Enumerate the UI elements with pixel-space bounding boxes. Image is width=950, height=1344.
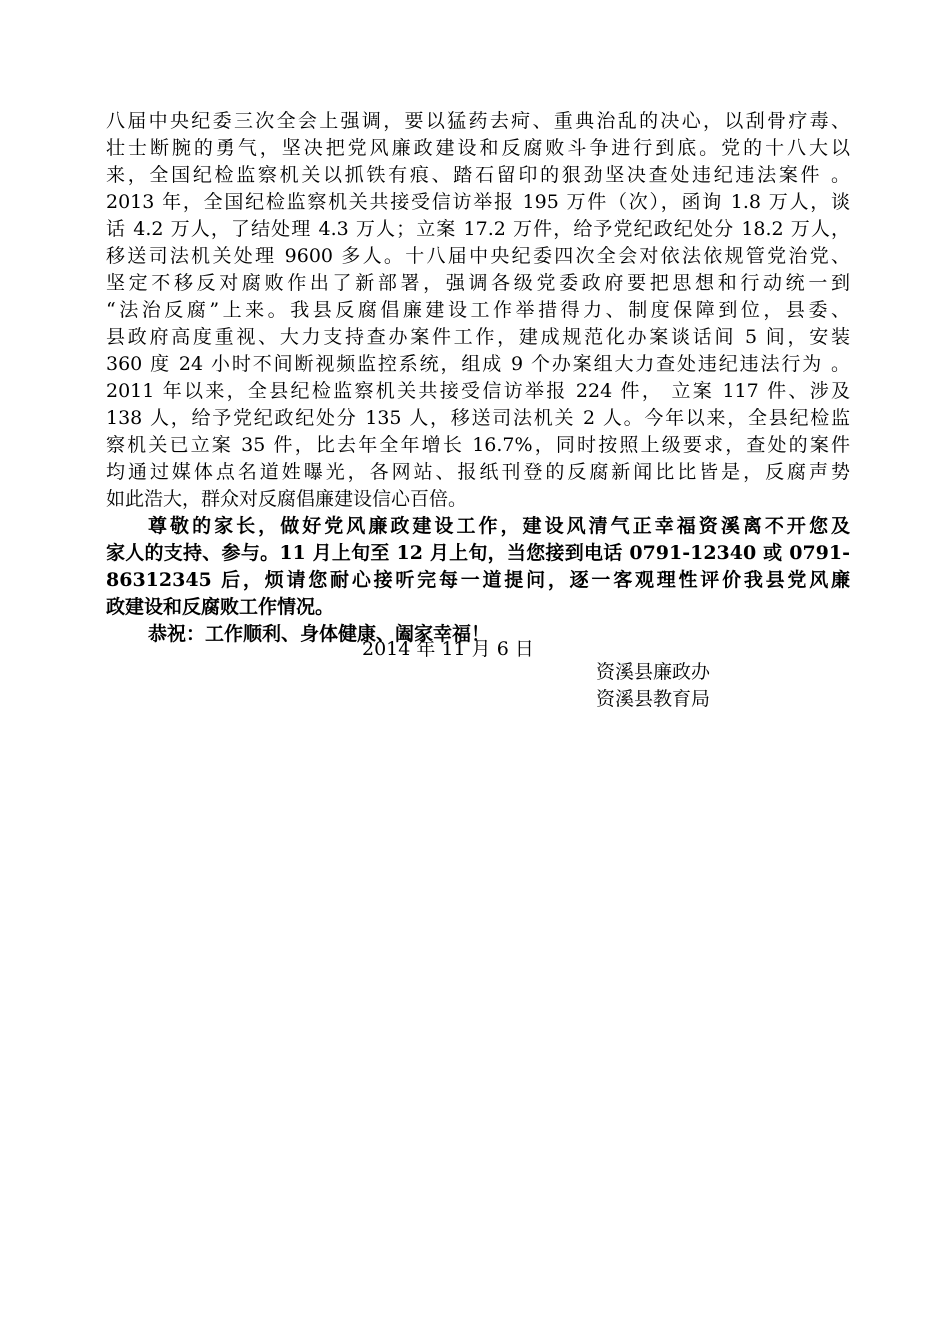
- body-paragraph: [106, 108, 850, 513]
- body-line: 138 人，给予党纪政纪处分 135 人，移送司法机关 2 人。今年以来，全县纪检监: [106, 407, 850, 429]
- body-line: 如此浩大，群众对反腐倡廉建设信心百倍。: [106, 488, 468, 510]
- body-line: “法治反腐”上来。我县反腐倡廉建设工作举措得力、制度保障到位，县委、: [106, 299, 850, 321]
- letter-date: 2014 年 11 月 6 日: [362, 638, 534, 660]
- body-line: 来，全国纪检监察机关以抓铁有痕、踏石留印的狠劲坚决查处违纪违法案件 。: [106, 164, 850, 186]
- body-line: 移送司法机关处理 9600 多人。十八届中央纪委四次全会对依法依规管党治党、: [106, 245, 850, 267]
- body-line: 2011 年以来，全县纪检监察机关共接受信访举报 224 件， 立案 117 件、涉及: [106, 380, 850, 402]
- body-line: 2013 年，全国纪检监察机关共接受信访举报 195 万件（次），函询 1.8 万人，谈: [106, 191, 850, 213]
- body-line: 壮士断腕的勇气，坚决把党风廉政建设和反腐败斗争进行到底。党的十八大以: [106, 137, 850, 159]
- body-line: 话 4.2 万人，了结处理 4.3 万人；立案 17.2 万件，给予党纪政纪处分 18.2 万人，: [106, 218, 850, 240]
- appeal-line: 尊敬的家长，做好党风廉政建设工作，建设风清气正幸福资溪离不开您及: [148, 515, 850, 537]
- signature-office: 资溪县廉政办: [596, 661, 711, 683]
- body-line: 察机关已立案 35 件，比去年全年增长 16.7%，同时按照上级要求，查处的案件: [106, 434, 850, 456]
- body-line: 八届中央纪委三次全会上强调，要以猛药去疴、重典治乱的决心，以刮骨疗毒、: [106, 110, 850, 132]
- appeal-line: 86312345 后，烦请您耐心接听完每一道提问，逐一客观理性评价我县党风廉: [106, 569, 850, 591]
- body-line: 县政府高度重视、大力支持查办案件工作，建成规范化办案谈话间 5 间，安装: [106, 326, 850, 348]
- appeal-line: 政建设和反腐败工作情况。: [106, 596, 335, 618]
- body-line: 360 度 24 小时不间断视频监控系统，组成 9 个办案组大力查处违纪违法行为 。: [106, 353, 850, 375]
- document-body: [106, 108, 850, 648]
- closing-line: 恭祝：工作顺利、身体健康、阖家幸福！: [148, 623, 491, 645]
- signature-bureau: 资溪县教育局: [596, 688, 711, 710]
- body-line: 坚定不移反对腐败作出了新部署，强调各级党委政府要把思想和行动统一到: [106, 272, 850, 294]
- body-line: 均通过媒体点名道姓曝光，各网站、报纸刊登的反腐新闻比比皆是，反腐声势: [106, 461, 850, 483]
- appeal-line: 家人的支持、参与。11 月上旬至 12 月上旬，当您接到电话 0791-12340 或 0791-: [106, 542, 850, 564]
- appeal-paragraph: [106, 513, 850, 621]
